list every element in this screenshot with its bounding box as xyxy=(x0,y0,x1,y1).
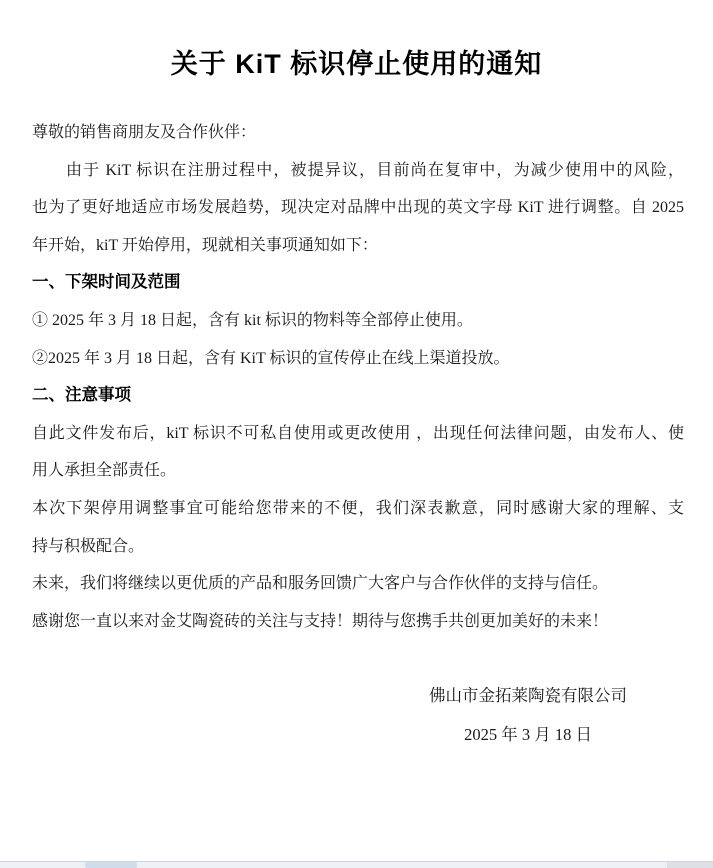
signature-block xyxy=(350,676,706,754)
apology-line-2: 持与积极配合。 xyxy=(32,537,145,555)
document-body xyxy=(32,114,684,640)
section-2-note-line-1: 自此文件发布后，kiT 标识不可私自使用或更改使用 ，出现任何法律问题，由发布人、使 xyxy=(32,424,684,442)
section-1-item-2: ②2025 年 3 月 18 日起，含有 KiT 标识的宣传停止在线上渠道投放。 xyxy=(32,349,510,367)
scrollbar-corner xyxy=(667,862,713,868)
section-2-heading: 二、注意事项 xyxy=(32,386,131,405)
apology-line-1: 本次下架停用调整事宜可能给您带来的不便，我们深表歉意，同时感谢大家的理解、支 xyxy=(32,499,684,517)
thanks-line: 感谢您一直以来对金艾陶瓷砖的关注与支持！期待与您携手共创更加美好的未来！ xyxy=(32,612,609,630)
section-1-item-1: ① 2025 年 3 月 18 日起，含有 kit 标识的物料等全部停止使用。 xyxy=(32,311,473,329)
signature-company-name: 佛山市金拓莱陶瓷有限公司 xyxy=(429,686,627,705)
intro-paragraph-line-3: 年开始，kiT 开始停用，现就相关事项通知如下： xyxy=(32,236,378,254)
signature-date: 2025 年 3 月 18 日 xyxy=(464,725,592,744)
greeting-line: 尊敬的销售商朋友及合作伙伴： xyxy=(32,124,257,141)
document-title: 关于 KiT 标识停止使用的通知 xyxy=(170,49,543,79)
section-2-note-line-2: 用人承担全部责任。 xyxy=(32,462,177,480)
horizontal-scrollbar-thumb[interactable] xyxy=(85,862,137,868)
intro-paragraph-line-2: 也为了更好地适应市场发展趋势，现决定对品牌中出现的英文字母 KiT 进行调整。自 2025 xyxy=(32,199,684,217)
section-1-heading: 一、下架时间及范围 xyxy=(32,273,181,292)
horizontal-scrollbar[interactable] xyxy=(0,861,713,868)
future-commitment-line: 未来，我们将继续以更优质的产品和服务回馈广大客户与合作伙伴的支持与信任。 xyxy=(32,575,609,593)
intro-paragraph-line-1: 由于 KiT 标识在注册过程中，被提异议，目前尚在复审中，为减少使用中的风险， xyxy=(66,161,684,179)
